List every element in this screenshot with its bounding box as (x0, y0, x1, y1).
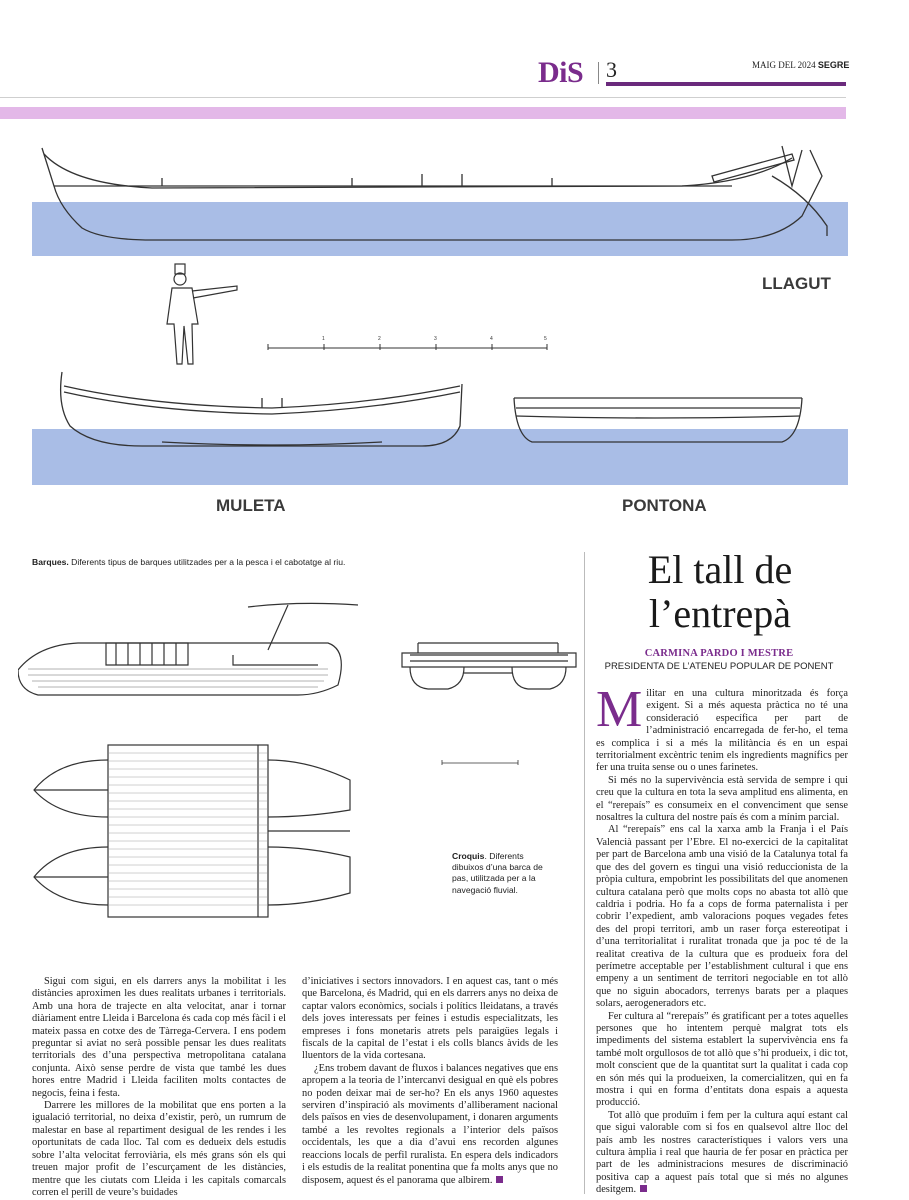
drop-cap: M (596, 681, 643, 738)
paragraph: Al “rerepaís” ens cal la xarxa amb la Franja i el País Valencià passant per l’Ebre. El no-exercici de la capitalitat per part de Barcelona amb una visió de la Catalunya total fa que des del govern es tingui una visió reduccionista de la pròpia cultura, empobrint les possibilitats del que anomenen cultura catalana però que molts cops no abasta tot allò que caldria i podria. Ho fa a cops de forma paternalista i per cobrir l’expedient, amb valoracions poques vegades fetes des del propi territori, amb un raser força estereotipat i d’una territorialitat i ruralitat tronada que ja poc té de la realitat creativa de la cultura que es produeix fora del perímetre acceptable per l’establishment cultural i que ens empeny a un sentiment de territori negociable en tot allò que no siguin abocadors, terrenys barats per a plaques solars, aerogeneradors etc. (596, 824, 848, 1010)
paragraph: Darrere les millores de la mobilitat que ens porten a la igualació territorial, no deixa d’existir, però, un rumrum de malestar en base al repartiment desigual de les rendes i les oportunitats de cada lloc. Tal com es dedueix dels estudis sobre l’alta velocitat ferroviària, els més grans són els qui treuen major profit de l’escurçament de les distàncies, mentre que les ciutats com Lleida i les capitals comarcals corren el perill de veure’s buidades (32, 1100, 286, 1198)
header-date: MAIG DEL 2024 SEGRE (752, 60, 850, 70)
article-left-column (32, 976, 286, 1199)
ferry-plan-view (34, 745, 350, 917)
scale-numbers (322, 336, 547, 342)
scale-bar (268, 344, 547, 350)
paragraph: Si més no la supervivència està servida de sempre i qui creu que la cultura en tota la seva amplitud ens alimenta, en el “rerepaís” es consumeix en el convenciment que sense nosaltres la cultura del nostre país és com a mínim parcial. (596, 774, 848, 824)
paragraph: Sigui com sigui, en els darrers anys la mobilitat i les distàncies aproximen les dues realitats urbanes i territorials. Amb una hora de trajecte en alta velocitat, anar i tornar diàriament entre Lleida i Barcelona és cada cop més fàcil i el mateix passa en cotxe des de Tàrrega-Cervera. I ens podem preguntar si aviat no serà possible pensar les dues realitats territorials des d’una perspectiva metropolitana catalana conjunta. Això sense perdre de vista que també les dues hores entre Madrid i Lleida faciliten molts contactes de negocis, feina i festa. (32, 976, 286, 1099)
header-separator (598, 62, 599, 84)
ferry-side-view (18, 603, 358, 695)
end-mark (640, 1185, 647, 1192)
article-middle-column (302, 976, 558, 1187)
label-pontona: PONTONA (622, 496, 707, 515)
ferry-front-view (402, 643, 576, 689)
author-role: PRESIDENTA DE L’ATENEU POPULAR DE PONENT (604, 661, 834, 672)
scale-number-3: 3 (434, 336, 437, 342)
person-figure (167, 264, 237, 364)
article-author: CARMINA PARDO I MESTRE (644, 648, 794, 659)
scale-number-5: 5 (544, 336, 547, 342)
ferry-plan-hatching (108, 753, 268, 905)
decorative-band (0, 107, 846, 119)
page-number: 3 (606, 57, 617, 82)
pontona-drawing (514, 398, 802, 442)
scale-number-1: 1 (322, 336, 325, 342)
column-divider (584, 552, 585, 1194)
article-title: El tall de l’entrepà (647, 547, 793, 636)
croquis-caption: Croquis. Diferents dibuixos d’una barca de pas, utilitzada per a la navegació fluvial. (452, 851, 543, 895)
boats-caption: Barques. Diferents tipus de barques utilitzades per a la pesca i el cabotatge al riu. (32, 557, 346, 567)
paragraph: d’iniciatives i sectors innovadors. I en aquest cas, tant o més que Barcelona, és Madrid, qui en els darrers anys no deixa de captar valors econòmics, socials i polítics lleidatans, a través dels joves interessats per feines i estudis especialitzats, les empreses i fons monetaris atrets pels paraigües legals i fiscals de la capital de l’estat i els colls blancs àvids de les lluentors de la vida cortesana. (302, 976, 558, 1062)
paragraph: ¿Ens trobem davant de fluxos i balances negatives que ens apropem a la teoria de l’intercanvi desigual en què els pobres no poden deixar mai de ser-ho? En els anys 1960 aquestes serviren d’inspiració als moviments d’alliberament nacional dels països en vies de desenvolupament, i donaren arguments també a les revoltes regionals a l’interior dels països occidentals, les que a dia d’avui ens recorden algunes reaccions locals de perfil ruralista. En espera dels indicadors i els estudis de la realitat ponentina que fa molts anys que no disposem, aquest és el panorama que albirem. (302, 1062, 558, 1186)
boats-drawing (32, 136, 848, 514)
article-right-column (596, 681, 848, 1197)
muleta-drawing (61, 372, 462, 446)
end-mark (496, 1176, 503, 1183)
boats-figure (32, 136, 848, 514)
magazine-logo: DiS (538, 56, 584, 89)
small-scale-bar (442, 760, 518, 765)
header-rule (0, 97, 846, 98)
label-llagut: LLAGUT (762, 274, 831, 293)
paragraph: Militar en una cultura minoritzada és força exigent. Si a més aquesta pràctica no té una consideració específica per part de l’administració encarregada de fer-ho, el tema es complica i si a més la militància és en un espai territorialment excèntric tenim els ingredients magnífics per fer una truita sense ou o unes farinetes. (596, 681, 848, 774)
scale-number-2: 2 (378, 336, 381, 342)
llagut-drawing (42, 146, 827, 240)
paragraph: Tot allò que produïm i fem per la cultura aquí estant cal que sigui valorable com si fos en qualsevol altre lloc del país amb les nostres característiques i valors vers una cultura àmplia i real que hauria de fer posar en pràctica per part de les administracions mesures de discriminació positiva cap a aquest país total que si més no algunes desitgem. (596, 1109, 848, 1196)
label-muleta: MULETA (216, 496, 286, 515)
ferry-hull-hatching (28, 669, 328, 687)
scale-number-4: 4 (490, 336, 493, 342)
header-accent-bar (606, 82, 846, 86)
paragraph: Fer cultura al “rerepaís” és gratificant per a totes aquelles persones que ho intentem perquè malgrat tots els impediments del sistema establert la supervivència ens fa també molt orgullosos de tot allò que s’hi produeix, i dic tot, molt conscient que de la quantitat surt la qualitat i cada cop en són més qui la produeixen, la comercialitzen, qui en fa mostra i qui en forma d’entitats dona espais a aquesta producció. (596, 1010, 848, 1109)
